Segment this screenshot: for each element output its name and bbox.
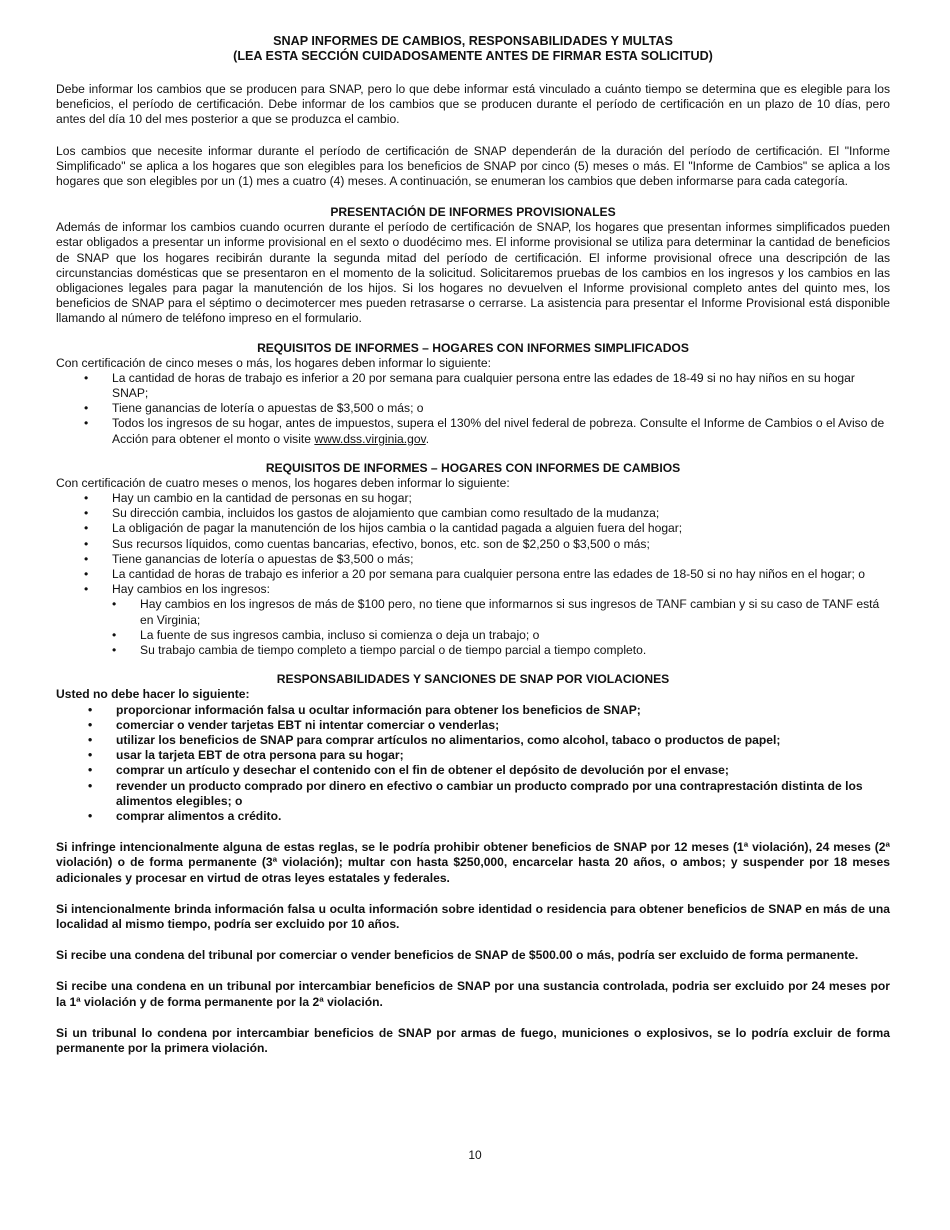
sublist-item: • Su trabajo cambia de tiempo completo a tiempo parcial o de tiempo parcial a tiempo completo. <box>112 643 890 658</box>
list-item: • Tiene ganancias de lotería o apuestas de $3,500 o más; <box>56 552 890 567</box>
simplified-intro: Con certificación de cinco meses o más, los hogares deben informar lo siguiente: <box>56 355 491 370</box>
income-changes-sublist <box>112 597 890 658</box>
intro-paragraph-2: Los cambios que necesite informar durante el período de certificación de SNAP dependerán de la duración del período de certificación. El "Informe Simplificado" se aplica a los hogares que son elegibles para los beneficios de SNAP por cinco (5) meses o más. El "Informe de Cambios" se aplica a los hogares que son elegibles por un (1) mes a cuatro (4) meses. A continuación, se enumeran los cambios que deben informarse para cada categoría. <box>56 143 890 189</box>
list-item: • Su dirección cambia, incluidos los gastos de alojamiento que cambian como resultado de la mudanza; <box>56 506 890 521</box>
list-item-text: Hay cambios en los ingresos: <box>112 582 270 597</box>
interim-paragraph: Además de informar los cambios cuando ocurren durante el período de certificación de SNAP, los hogares que presentan informes simplificados pueden estar obligados a presentar un informe provisional en el sexto o duodécimo mes. El informe provisional se utiliza para determinar la cantidad de beneficios de SNAP que los hogares recibirán durante la segunda mitad del período de certificación. El informe provisional ofrece una descripción de las circunstancias domésticas que se presentaron en el momento de la solicitud. Solicitaremos pruebas de los cambios en los ingresos y los cambios en las obligaciones legales para pagar la manutención de los hijos. Si los hogares no devuelven el Informe provisional completo antes del quinto mes, los beneficios de SNAP para el séptimo o decimotercer mes pueden retrasarse o cerrarse. La asistencia para presentar el Informe Provisional está disponible llamando al número de teléfono impreso en el formulario. <box>56 220 890 326</box>
penalty-paragraph: Si un tribunal lo condena por intercambiar beneficios de SNAP por armas de fuego, municiones o explosivos, se lo podría excluir de forma permanente por la primera violación. <box>56 1025 890 1055</box>
document-page <box>56 34 890 1056</box>
penalties-list <box>56 703 890 825</box>
penalty-paragraph: Si infringe intencionalmente alguna de estas reglas, se le podría prohibir obtener beneficios de SNAP por 12 meses (1ª violación), 24 meses (2ª violación) o de forma permanente (3ª violación); multar con hasta $250,000, encarcelar hasta 20 años, o ambos; y suspender por 18 meses adicionales y procesar en virtud de otras leyes estatales y federales. <box>56 840 890 885</box>
simplified-heading: REQUISITOS DE INFORMES – HOGARES CON INFORMES SIMPLIFICADOS <box>257 340 689 355</box>
list-item: • revender un producto comprado por dinero en efectivo o cambiar un producto comprado por una contraprestación distinta de los alimentos elegibles; o <box>56 779 890 809</box>
list-item: • La obligación de pagar la manutención de los hijos cambia o la cantidad pagada a alguien fuera del hogar; <box>56 521 890 536</box>
list-item: • comprar un artículo y desechar el contenido con el fin de obtener el depósito de devolución por el envase; <box>56 763 890 778</box>
list-item: • utilizar los beneficios de SNAP para comprar artículos no alimentarios, como alcohol, tabaco o productos de papel; <box>56 733 890 748</box>
document-title <box>56 34 890 64</box>
change-list <box>56 491 890 658</box>
sublist-item: • Hay cambios en los ingresos de más de $100 pero, no tiene que informarnos si sus ingresos de TANF cambian y si su caso de TANF está en Virginia; <box>112 597 890 627</box>
penalties-intro: Usted no debe hacer lo siguiente: <box>56 687 250 702</box>
list-item: • Hay un cambio en la cantidad de personas en su hogar; <box>56 491 890 506</box>
title-line-2: (LEA ESTA SECCIÓN CUIDADOSAMENTE ANTES DE FIRMAR ESTA SOLICITUD) <box>233 49 713 63</box>
list-item-end: . <box>425 431 430 446</box>
change-intro: Con certificación de cuatro meses o menos, los hogares deben informar lo siguiente: <box>56 475 510 490</box>
page-number: 10 <box>468 1148 482 1162</box>
simplified-list <box>56 371 890 447</box>
list-item: • La cantidad de horas de trabajo es inferior a 20 por semana para cualquier persona entre las edades de 18-49 si no hay niños en su hogar SNAP; <box>56 371 890 401</box>
dss-website-link[interactable]: www.dss.virginia.gov <box>314 431 426 446</box>
list-item: • Tiene ganancias de lotería o apuestas de $3,500 o más; o <box>56 401 890 416</box>
intro-paragraph-1: Debe informar los cambios que se producen para SNAP, pero lo que debe informar está vinculado a cuánto tiempo se determina que es elegible para los beneficios, el período de certificación. Debe informar de los cambios que se producen durante el período de certificación en un plazo de 10 días, pero antes del día 10 del mes posterior a que se produzca el cambio. <box>56 82 890 127</box>
penalties-heading: RESPONSABILIDADES Y SANCIONES DE SNAP POR VIOLACIONES <box>276 672 670 687</box>
title-line-1: SNAP INFORMES DE CAMBIOS, RESPONSABILIDADES Y MULTAS <box>273 34 673 48</box>
list-item: • usar la tarjeta EBT de otra persona para su hogar; <box>56 748 890 763</box>
list-item-text: Todos los ingresos de su hogar, antes de impuestos, supera el 130% del nivel federal de pobreza. Consulte el Informe de Cambios o el Aviso de Acción para obtener el monto o visite <box>112 416 885 446</box>
penalty-paragraph: Si intencionalmente brinda información falsa u oculta información sobre identidad o residencia para obtener beneficios de SNAP en más de una localidad al mismo tiempo, podría ser excluido por 10 años. <box>56 901 890 931</box>
change-heading: REQUISITOS DE INFORMES – HOGARES CON INFORMES DE CAMBIOS <box>265 460 681 475</box>
penalty-paragraph: Si recibe una condena del tribunal por comerciar o vender beneficios de SNAP de $500.00 o más, podría ser excluido de forma permanente. <box>56 948 859 963</box>
list-item: • La cantidad de horas de trabajo es inferior a 20 por semana para cualquier persona entre las edades de 18-50 si no hay niños en el hogar; o <box>56 567 890 582</box>
list-item: • comerciar o vender tarjetas EBT ni intentar comerciar o venderlas; <box>56 718 890 733</box>
interim-heading: PRESENTACIÓN DE INFORMES PROVISIONALES <box>330 205 616 220</box>
penalty-paragraph: Si recibe una condena en un tribunal por intercambiar beneficios de SNAP por una sustancia controlada, podria ser excluido por 24 meses por la 1ª violación y de forma permanente por la 2ª violación. <box>56 979 890 1009</box>
list-item <box>56 416 890 446</box>
list-item: • proporcionar información falsa u ocultar información para obtener los beneficios de SNAP; <box>56 703 890 718</box>
list-item: • Sus recursos líquidos, como cuentas bancarias, efectivo, bonos, etc. son de $2,250 o $3,500 o más; <box>56 537 890 552</box>
list-item <box>56 582 890 658</box>
list-item: • comprar alimentos a crédito. <box>56 809 890 824</box>
sublist-item: • La fuente de sus ingresos cambia, incluso si comienza o deja un trabajo; o <box>112 628 890 643</box>
